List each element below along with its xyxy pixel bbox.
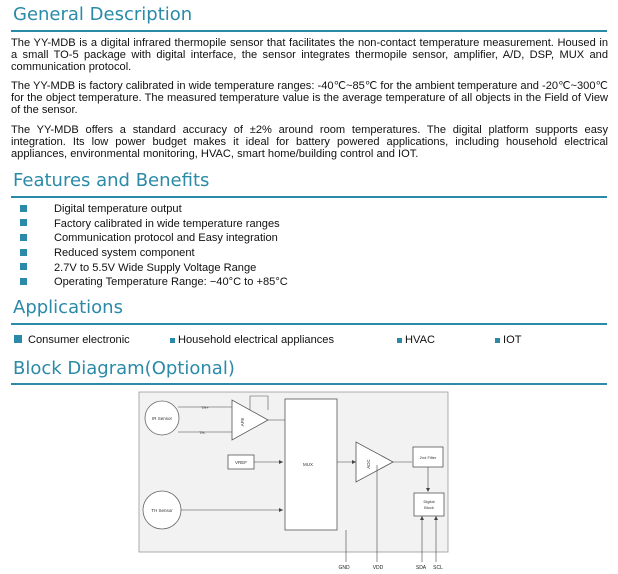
vdd-label: VDD [372, 565, 384, 571]
application-item: Consumer electronic [14, 333, 130, 347]
general-paragraph-1: The YY-MDB is a digital infrared thermopile sensor that facilitates the non-contact temperature measurement. Housed in a small TO-5 package with digital interface, the sensor integrates thermopile sensor, amplifier, A/D, DSP, MUX and communication protocol. [11, 37, 608, 74]
list-item: Digital temperature output [20, 202, 288, 217]
gnd-label: GND [338, 565, 350, 571]
list-item: 2.7V to 5.5V Wide Supply Voltage Range [20, 261, 288, 276]
adc-label: ADC [366, 459, 371, 469]
application-item: HVAC [397, 333, 435, 347]
list-item: Factory calibrated in wide temperature ranges [20, 217, 288, 232]
sda-label: SDA [415, 565, 427, 571]
afe-label: AFE [240, 417, 245, 427]
digital-label: Digital [423, 499, 435, 504]
th-sensor-label: TH Sensor [151, 508, 173, 513]
ir-sensor-label: IR Sensor [151, 416, 173, 421]
digital-block-label: Block [424, 505, 434, 510]
th-plus-label: TH+ [201, 405, 209, 410]
th-minus-label: TH- [199, 430, 206, 435]
filter-label: 2nd Filter [419, 455, 437, 460]
scl-label: SCL [433, 565, 443, 571]
general-paragraph-3: The YY-MDB offers a standard accuracy of ±2% around room temperatures. The digital platform supports easy integration. Its low power budget makes it ideal for battery powered applications, including household electrical appliances, environmental monitoring, HVAC, smart home/building control and IOT. [11, 124, 608, 161]
general-paragraph-2: The YY-MDB is factory calibrated in wide temperature ranges: -40℃~85℃ for the ambient temperature and -20℃~300℃ for the object temperature. The measured temperature value is the average temperature of all objects in the Field of View of the sensor. [11, 80, 608, 117]
general-description-heading: General Description [13, 4, 193, 25]
application-item: Household electrical appliances [170, 333, 334, 347]
list-item: Operating Temperature Range: −40°C to +85°C [20, 275, 288, 290]
vref-label: VREF [234, 460, 248, 465]
list-item: Reduced system component [20, 246, 288, 261]
application-item: IOT [495, 333, 522, 347]
applications-heading: Applications [13, 297, 123, 318]
block-diagram-heading: Block Diagram(Optional) [13, 358, 235, 379]
mux-label: MUX [303, 462, 313, 467]
list-item: Communication protocol and Easy integration [20, 231, 288, 246]
features-heading: Features and Benefits [13, 170, 210, 191]
